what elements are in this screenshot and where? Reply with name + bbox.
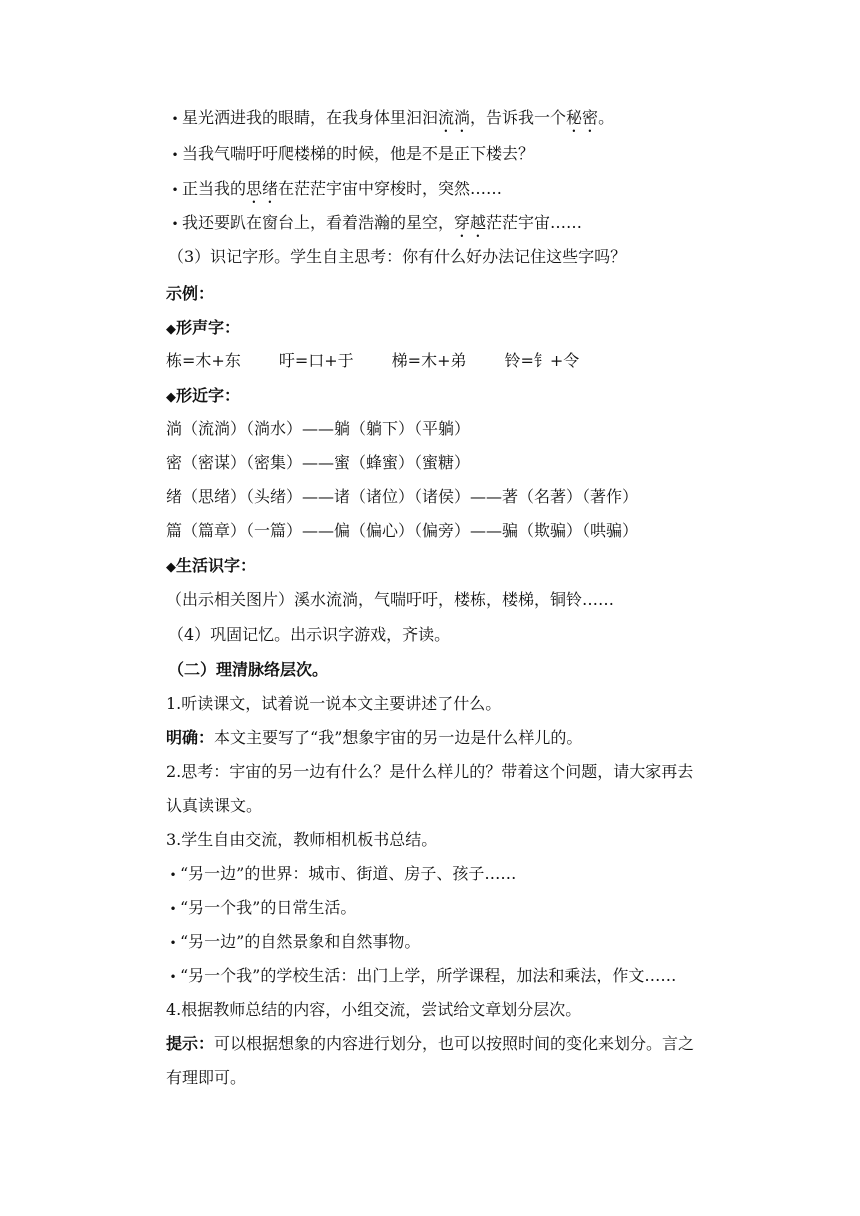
paragraph-1: 1.听读课文，试着说一说本文主要讲述了什么。 — [166, 694, 502, 713]
bullet-icon: • — [171, 112, 179, 126]
tishi-paragraph — [166, 1033, 694, 1055]
xingjin-row: 绪（思绪）（头绪）——诸（诸位）（诸侯）——著（名著）（著作） — [166, 487, 639, 506]
bullet-line — [166, 863, 516, 885]
paragraph-4: 4.根据教师总结的内容，小组交流，尝试给文章划分层次。 — [166, 1000, 582, 1019]
text: 茫茫宇宙…… — [486, 213, 583, 232]
bullet-line — [166, 931, 420, 953]
example-label: 示例： — [166, 284, 215, 303]
bullet-line — [168, 212, 582, 234]
section2-title: （二）理清脉络层次。 — [168, 660, 329, 679]
xingsheng-item: 梯=木+弟 — [391, 351, 467, 370]
text: 正当我的 — [182, 179, 247, 198]
tishi-label: 提示： — [166, 1034, 215, 1053]
text: “另一个我”的学校生活：出门上学，所学课程，加法和乘法，作文…… — [180, 966, 677, 985]
text: 我还要趴在窗台上，看着浩瀚的星空， — [182, 213, 455, 232]
emphasis-text: 流淌 — [438, 108, 471, 127]
bullet-line — [168, 107, 614, 129]
xingsheng-item: 吁=口+于 — [278, 351, 354, 370]
bullet-icon: • — [171, 148, 179, 162]
shenghuo-heading — [166, 555, 256, 577]
paragraph-2-line2: 认真读课文。 — [166, 796, 263, 815]
xingjin-row: 淌（流淌）（淌水）——躺（躺下）（平躺） — [166, 419, 471, 438]
emphasis-text: 秘密 — [566, 108, 599, 127]
bullet-line — [168, 178, 502, 200]
bullet-line — [166, 965, 676, 987]
text: “另一边”的自然景象和自然事物。 — [180, 932, 421, 951]
mingque-label: 明确： — [166, 728, 215, 747]
bullet-icon: • — [169, 970, 177, 984]
text: 星光洒进我的眼睛，在我身体里汩汩 — [182, 108, 439, 127]
bullet-icon: • — [171, 183, 179, 197]
text: “另一边”的世界：城市、街道、房子、孩子…… — [180, 864, 517, 883]
mingque-paragraph — [166, 727, 582, 749]
diamond-icon: ◆ — [166, 322, 176, 337]
text: 当我气喘吁吁爬楼梯的时候，他是不是正下楼去？ — [182, 144, 535, 163]
xingsheng-heading — [166, 317, 240, 339]
diamond-icon: ◆ — [166, 390, 176, 405]
bullet-icon: • — [169, 936, 177, 950]
text: “另一个我”的日常生活。 — [180, 898, 357, 917]
paragraph-2-line1: 2.思考：宇宙的另一边有什么？是什么样儿的？带着这个问题，请大家再去 — [166, 762, 694, 781]
xingjin-heading — [166, 385, 240, 407]
tishi-text: 可以根据想象的内容进行划分，也可以按照时间的变化来划分。言之 — [214, 1034, 695, 1053]
xingjin-row: 密（密谋）（密集）——蜜（蜂蜜）（蜜糖） — [166, 453, 471, 472]
emphasis-text: 穿越 — [454, 213, 487, 232]
bullet-line — [166, 897, 356, 919]
tishi-line2: 有理即可。 — [166, 1068, 247, 1087]
step4-text: （4）巩固记忆。出示识字游戏，齐读。 — [168, 625, 451, 644]
bullet-icon: • — [171, 217, 179, 231]
mingque-text: 本文主要写了“我”想象宇宙的另一边是什么样儿的。 — [214, 728, 583, 747]
xingsheng-item: 铃=钅+令 — [504, 351, 580, 370]
heading-label: 生活识字： — [176, 556, 257, 575]
text: 。 — [598, 108, 615, 127]
xingjin-row: 篇（篇章）（一篇）——偏（偏心）（偏旁）——骗（欺骗）（哄骗） — [166, 521, 639, 540]
step3-text: （3）识记字形。学生自主思考：你有什么好办法记住这些字吗？ — [168, 247, 627, 266]
text: 在茫茫宇宙中穿梭时，突然…… — [278, 179, 503, 198]
paragraph-3: 3.学生自由交流，教师相机板书总结。 — [166, 830, 438, 849]
heading-label: 形近字： — [176, 386, 241, 405]
bullet-line — [168, 143, 534, 165]
xingsheng-item: 栋=木+东 — [166, 351, 241, 370]
bullet-icon: • — [169, 902, 177, 916]
heading-label: 形声字： — [176, 318, 241, 337]
emphasis-text: 思绪 — [246, 179, 279, 198]
shenghuo-text: （出示相关图片）溪水流淌，气喘吁吁，楼栋，楼梯，铜铃…… — [166, 590, 615, 609]
diamond-icon: ◆ — [166, 560, 176, 575]
bullet-icon: • — [169, 868, 177, 882]
xingsheng-row — [166, 350, 579, 372]
text: ，告诉我一个 — [470, 108, 567, 127]
